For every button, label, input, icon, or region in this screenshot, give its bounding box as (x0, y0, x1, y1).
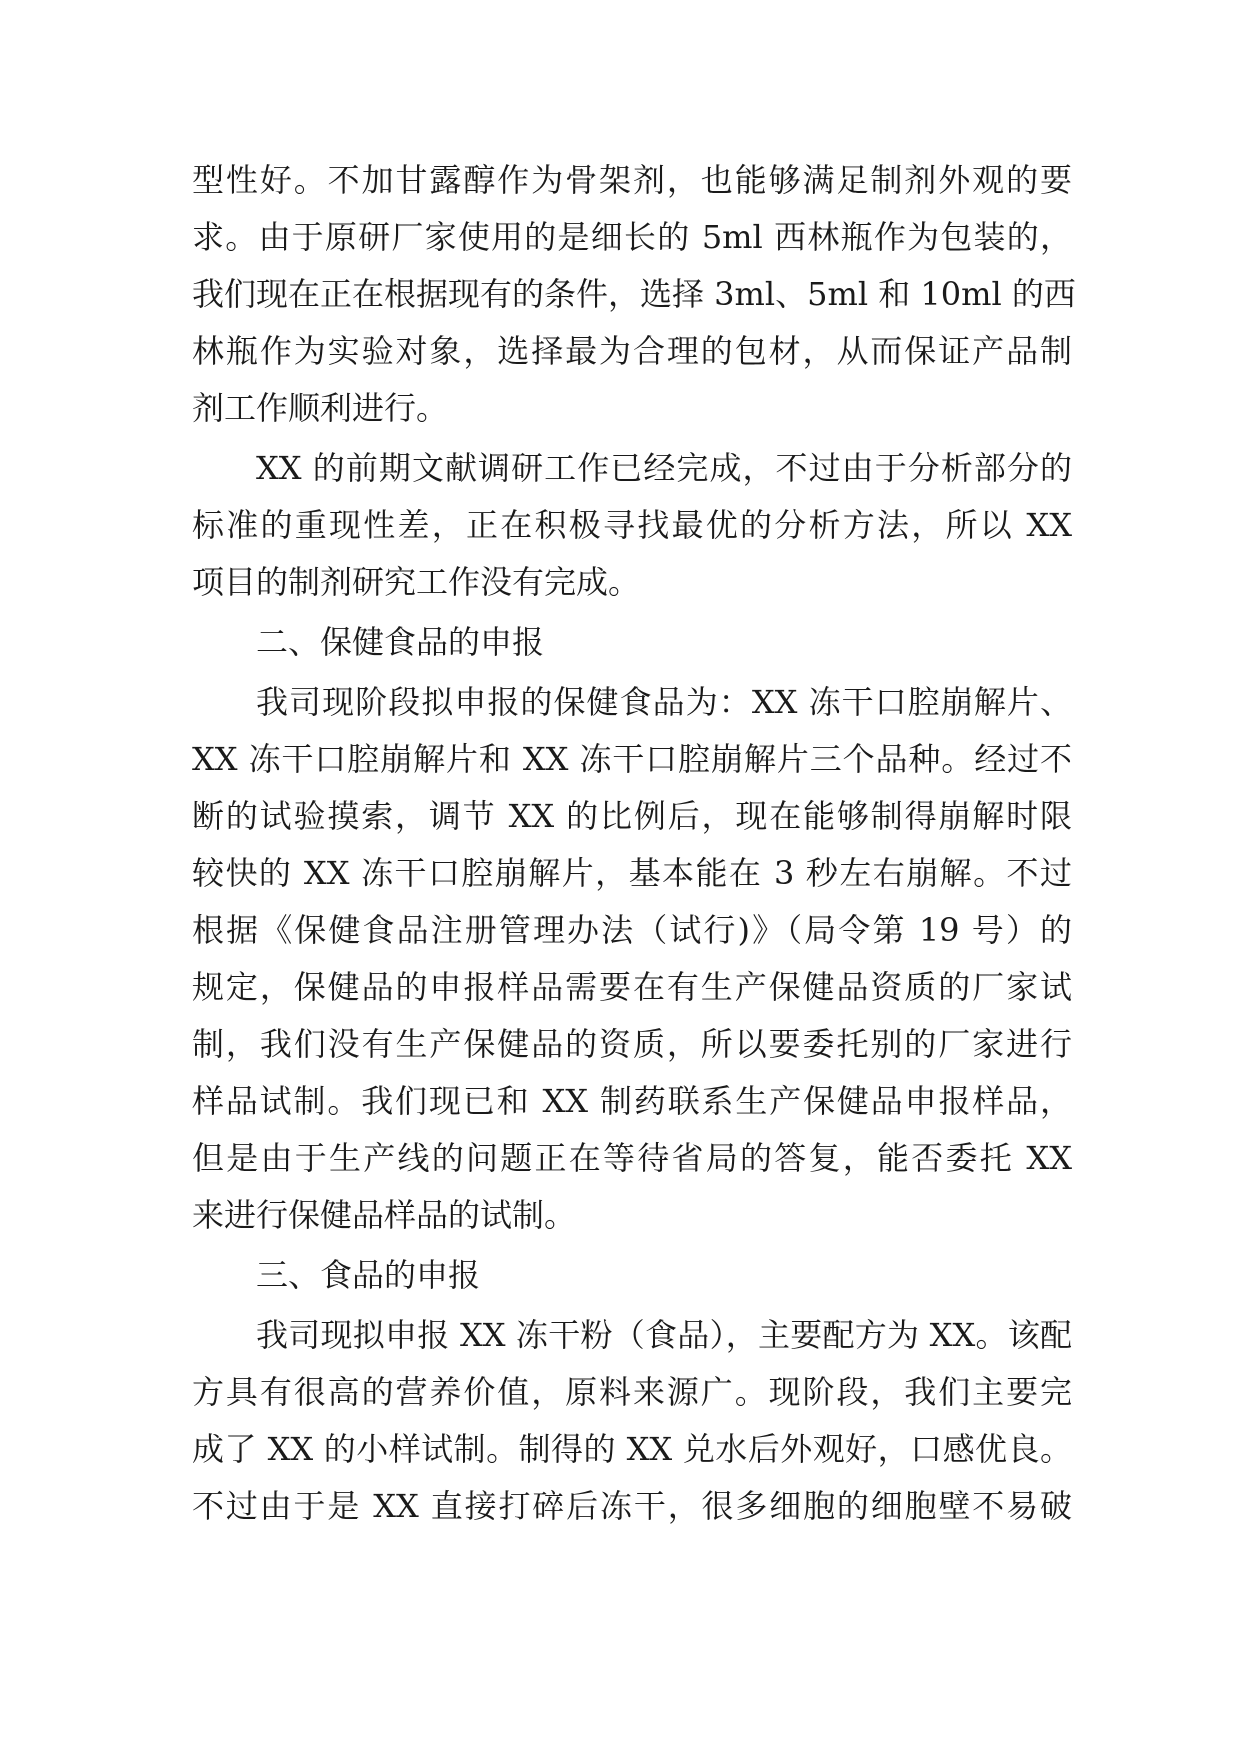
text-line: 成了 XX 的小样试制。制得的 XX 兑水后外观好，口感优良。 (192, 1430, 1072, 1468)
text-line: 林瓶作为实验对象，选择最为合理的包材，从而保证产品制 (192, 332, 1072, 370)
text-line: 项目的制剂研究工作没有完成。 (192, 563, 641, 601)
section-heading: 三、食品的申报 (256, 1256, 481, 1294)
text-line: 方具有很高的营养价值，原料来源广。现阶段，我们主要完 (192, 1373, 1072, 1411)
text-line: 断的试验摸索，调节 XX 的比例后，现在能够制得崩解时限 (192, 797, 1072, 835)
text-line: 根据《保健食品注册管理办法（试行)》（局令第 19 号）的 (192, 911, 1072, 949)
text-line: 但是由于生产线的问题正在等待省局的答复，能否委托 XX (192, 1139, 1072, 1177)
text-line: 较快的 XX 冻干口腔崩解片，基本能在 3 秒左右崩解。不过 (192, 854, 1072, 892)
text-line: 剂工作顺利进行。 (192, 389, 449, 427)
text-line: 样品试制。我们现已和 XX 制药联系生产保健品申报样品， (192, 1082, 1072, 1120)
text-line: 我司现拟申报 XX 冻干粉（食品），主要配方为 XX。该配 (256, 1316, 1072, 1354)
text-line: 制，我们没有生产保健品的资质，所以要委托别的厂家进行 (192, 1025, 1072, 1063)
text-line: 求。由于原研厂家使用的是细长的 5ml 西林瓶作为包装的， (192, 218, 1072, 256)
section-heading: 二、保健食品的申报 (256, 623, 545, 661)
text-line: 型性好。不加甘露醇作为骨架剂，也能够满足制剂外观的要 (192, 161, 1072, 199)
text-line: 规定，保健品的申报样品需要在有生产保健品资质的厂家试 (192, 968, 1072, 1006)
text-line: 来进行保健品样品的试制。 (192, 1196, 577, 1234)
text-line: XX 的前期文献调研工作已经完成，不过由于分析部分的 (256, 449, 1072, 487)
text-line: 我司现阶段拟申报的保健食品为：XX 冻干口腔崩解片、 (256, 683, 1072, 721)
text-line: 标准的重现性差，正在积极寻找最优的分析方法，所以 XX (192, 506, 1072, 544)
text-line: 不过由于是 XX 直接打碎后冻干，很多细胞的细胞壁不易破 (192, 1487, 1072, 1525)
text-line: 我们现在正在根据现有的条件，选择 3ml、5ml 和 10ml 的西 (192, 275, 1076, 313)
text-line: XX 冻干口腔崩解片和 XX 冻干口腔崩解片三个品种。经过不 (192, 740, 1072, 778)
